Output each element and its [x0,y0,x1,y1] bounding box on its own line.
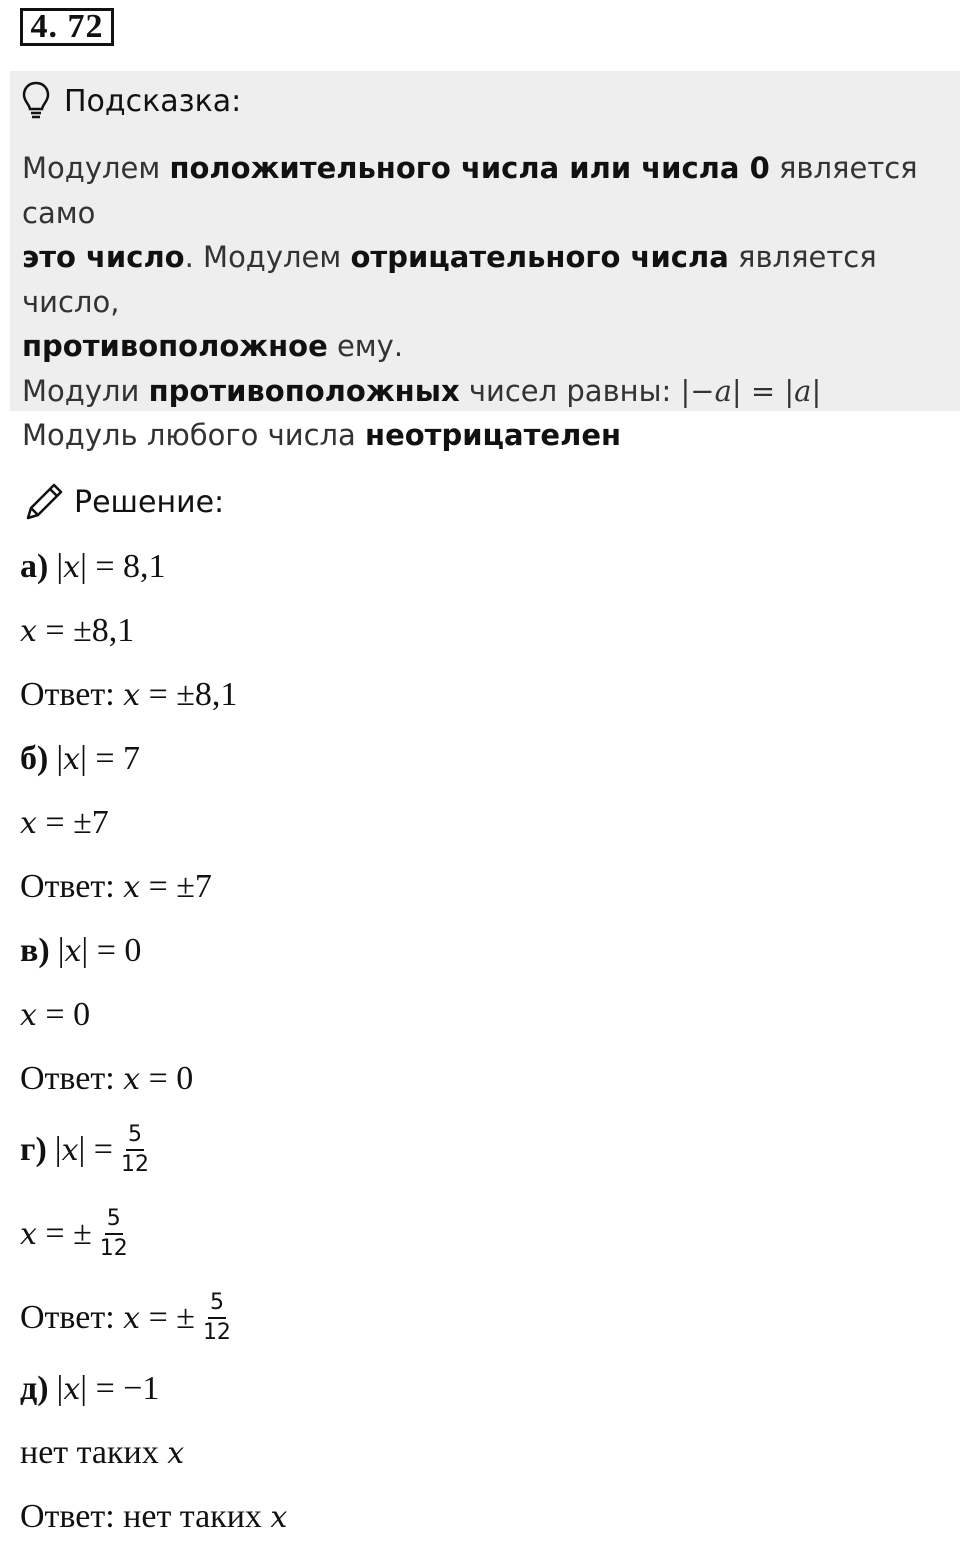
equation-text: нет таких x [20,1434,185,1471]
equation-text: |x| = 0 [57,932,142,969]
solution-line [20,996,90,1034]
hint-formula: |−a| = |a| [680,373,822,408]
equation-text: |x| = 7 [56,740,141,777]
fraction: $\frac{5}{12}$ [120,1122,149,1177]
equation-text: Ответ: x = ±7 [20,868,212,905]
item-label: б) [20,740,49,777]
solution-line [20,1208,130,1260]
solution-line [20,804,109,842]
item-label: г) [20,1131,47,1168]
pencil-icon [22,480,66,524]
solution-line [20,548,166,586]
equation-text: |x| = 8,1 [56,548,166,585]
equation-text: x = ± [20,1215,92,1252]
solution-line [20,1292,233,1344]
item-label: а) [20,548,49,585]
equation-text: |x| = [54,1131,113,1168]
equation-text: Ответ: x = ± [20,1299,195,1336]
hint-title: Подсказка: [64,83,242,119]
lightbulb-icon [22,81,50,121]
equation-text: x = ±8,1 [20,612,135,649]
solution-line [20,676,237,714]
fraction: $\frac{5}{12}$ [202,1290,231,1345]
solution-line [20,868,212,906]
hint-header [22,81,241,121]
solution-line [20,1370,159,1408]
item-label: в) [20,932,50,969]
equation-text: |x| = −1 [56,1370,160,1407]
solution-line [20,1060,193,1098]
equation-text: x = ±7 [20,804,109,841]
solution-line [20,1434,184,1472]
equation-text: Ответ: x = 0 [20,1060,194,1097]
equation-text: x = 0 [20,996,91,1033]
equation-text: Ответ: x = ±8,1 [20,676,238,713]
equation-text: Ответ: нет таких x [20,1498,288,1535]
item-label: д) [20,1370,49,1407]
hint-text: Модулем положительного числа или числа 0 является само это число. Модулем отрицательного числа является число, противоположное ему. Модули противоположных чисел равны: |−a| = |a| Модуль любого числа неотрицателен [22,151,918,452]
solution-line [20,1498,287,1536]
solution-line [20,1124,151,1176]
solution-line [20,612,134,650]
hint-box [10,71,960,452]
fraction: $\frac{5}{12}$ [99,1206,128,1261]
solution-line [20,740,140,778]
solution-title: Решение: [74,484,225,520]
task-number: 4. 72 [20,8,114,46]
solution-line [20,932,141,970]
solution-header [22,480,224,524]
